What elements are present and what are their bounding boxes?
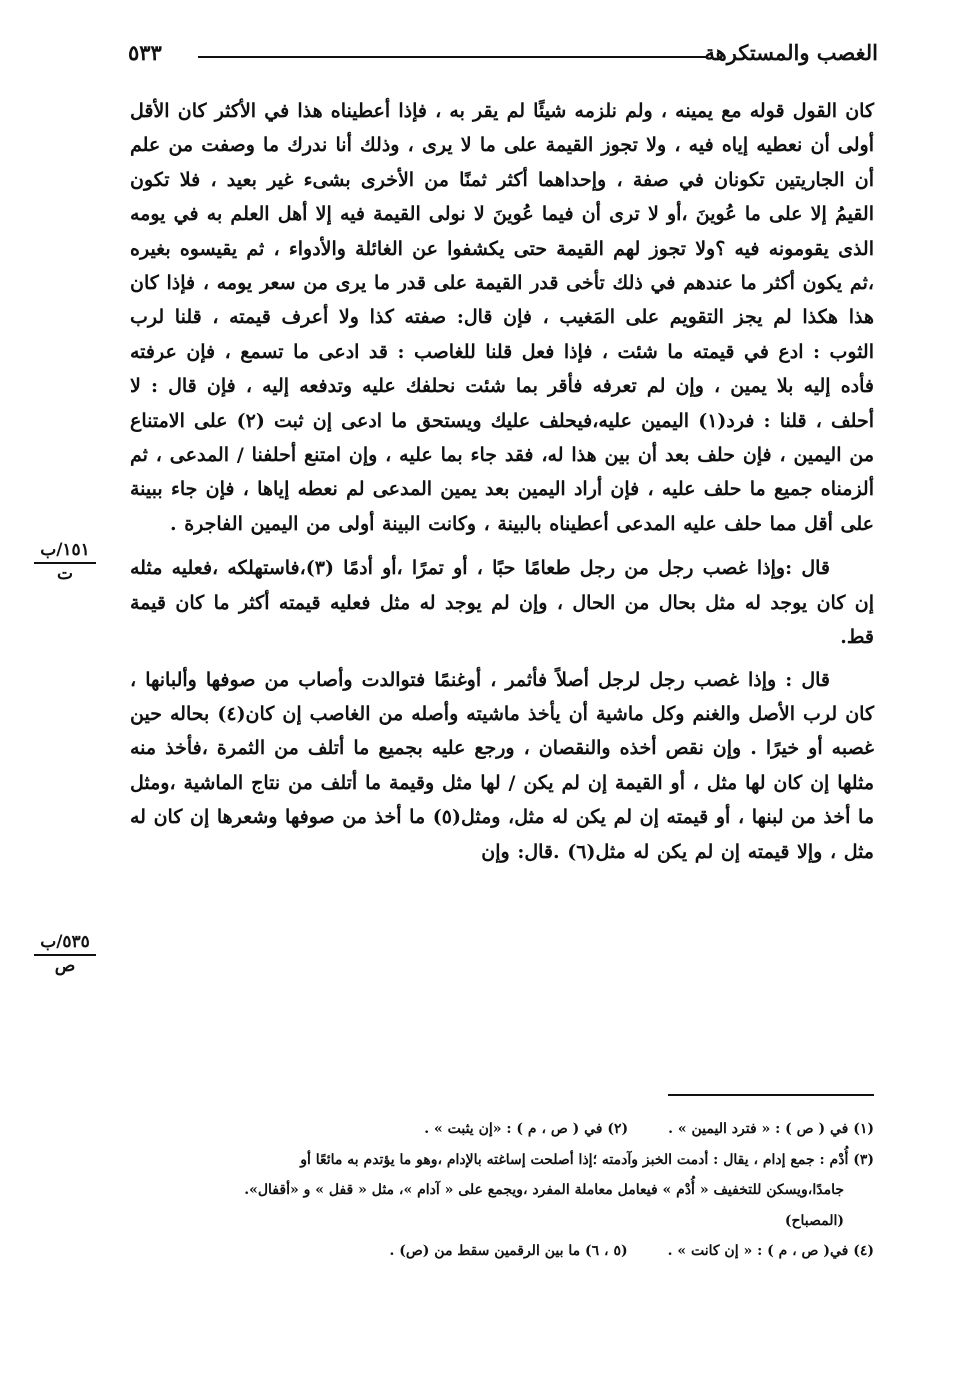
margin-note-manuscript-ref [34, 932, 96, 976]
footnote-line [130, 1145, 874, 1176]
footnote-line [130, 1114, 874, 1145]
footnote-line [130, 1175, 874, 1206]
footnote: (١) في ( ص ) : « فترد اليمين » . [668, 1121, 874, 1137]
footnote-line [130, 1236, 874, 1267]
header-title: الغصب والمستكرهة [704, 40, 878, 65]
page-number: ٥٣٣ [128, 40, 162, 65]
margin-note-folio: ٥٣٥/ب [34, 932, 96, 956]
footnote: (٣) أُدْم : جمع إدام ، يقال : أدمت الخبز وآدمته ؛إذا أصلحت إساغته بالإدام ،وهو ما يؤتدم به مائعًا أو [300, 1151, 874, 1168]
footnote-continuation: جامدًا،ويسكن للتخفيف « أُدْم » فيعامل معاملة المفرد ،ويجمع على « آدام »، مثل « قفل » و «أقفال». [244, 1182, 844, 1198]
paragraph: كان القول قوله مع يمينه ، ولم نلزمه شيئًا لم يقر به ، فإذا أعطيناه هذا في الأكثر كان الأقل أولى أن نعطيه إياه فيه ، ولا تجوز القيمة على ما لا يرى ، وذلك أنا ندرك ما وصفت من علم أن الجاريتين تكونان في صفة ، وإحداهما أكثر ثمنًا من الأخرى بشىء غير بعيد ، فلا تكون القيمُ إلا على ما عُوينَ ،أو لا ترى أن فيما عُوينَ لا نولى القيمة فيه إلا أهل العلم به في يومه الذى يقومونه فيه ؟ولا تجوز لهم القيمة حتى يكشفوا عن الغائلة والأدواء ، ثم يقيسوه بغيره ،ثم يكون أكثر ما عندهم في ذلك تأخى قدر القيمة على قدر ما يرى من سعر يومه ، فإذا كان هذا هكذا لم يجز التقويم على المَغيب ، فإن قال: صفته كذا ولا أعرف قيمته ، قلنا لرب الثوب : ادع في قيمته ما شئت ، فإذا فعل قلنا للغاصب : قد ادعى ما تسمع ، فإن عرفته فأده إليه بلا يمين ، وإن لم تعرفه فأقر بما شئت نحلفك عليه وتدفعه إليه ، فإن قال : لا أحلف ، قلنا : فرد(١) اليمين عليه،فيحلف عليك ويستحق ما ادعى إن ثبت (٢) على الامتناع من اليمين ، فإن حلف بعد أن بين هذا له، فقد جاء بما عليه ، وإن امتنع أحلفنا / المدعى ، ثم ألزمناه جميع ما حلف عليه ، فإن أراد اليمين بعد يمين المدعى لم نعطه إياها ، فإن جاء ببينة على أقل مما حلف عليه المدعى أعطيناه بالبينة ، وكانت البينة أولى من اليمين الفاجرة . [130, 100, 874, 535]
footnote-separator [668, 1094, 874, 1096]
paragraph: قال : وإذا غصب رجل لرجل أصلاً فأثمر ، أوغنمًا فتوالدت وأصاب من صوفها وألبانها ، كان لرب الأصل والغنم وكل ماشية أن يأخذ ماشيته وأصله من الغاصب إن كان(٤) بحاله حين غصبه أو خيرًا . وإن نقص أخذه والنقصان ، ورجع عليه بجميع ما أتلف من الثمرة ،فأخذ منه مثلها إن كان لها مثل ، أو القيمة إن لم يكن / لها مثل وقيمة ما أتلف من نتاج الماشية ،ومثل ما أخذ من لبنها ، أو قيمته إن لم يكن له مثل، ومثل(٥) ما أخذ من صوفها وشعرها إن كان له مثل ، وإلا قيمته إن لم يكن له مثل(٦) .قال: وإن [130, 668, 875, 863]
footnote: (٢) في ( ص ، م ) : «إن يثبت » . [424, 1121, 629, 1137]
margin-note-siglum: ت [56, 564, 73, 584]
running-header [118, 36, 878, 72]
main-text [130, 94, 874, 877]
margin-note-folio: ١٥١/ب [34, 540, 96, 564]
footnote-line [130, 1206, 874, 1237]
footnote-continuation: (المصباح) [784, 1212, 844, 1229]
footnotes [130, 1114, 874, 1267]
header-rule [198, 56, 708, 58]
margin-note-siglum: ص [54, 956, 76, 976]
paragraph: قال :وإذا غصب رجل من رجل طعامًا حبًا ، أو تمرًا ،أو أدمًا (٣)،فاستهلكه ،فعليه مثله إن كان يوجد له مثل بحال من الحال ، وإن لم يوجد له مثل فعليه قيمته أكثر ما كان قيمة قط. [130, 557, 874, 649]
margin-note-manuscript-ref [34, 540, 96, 584]
footnote: (٤) في( ص ، م ) : « إن كانت » . [667, 1243, 874, 1259]
footnote: (٥ ، ٦) ما بين الرقمين سقط من (ص) . [389, 1243, 628, 1259]
